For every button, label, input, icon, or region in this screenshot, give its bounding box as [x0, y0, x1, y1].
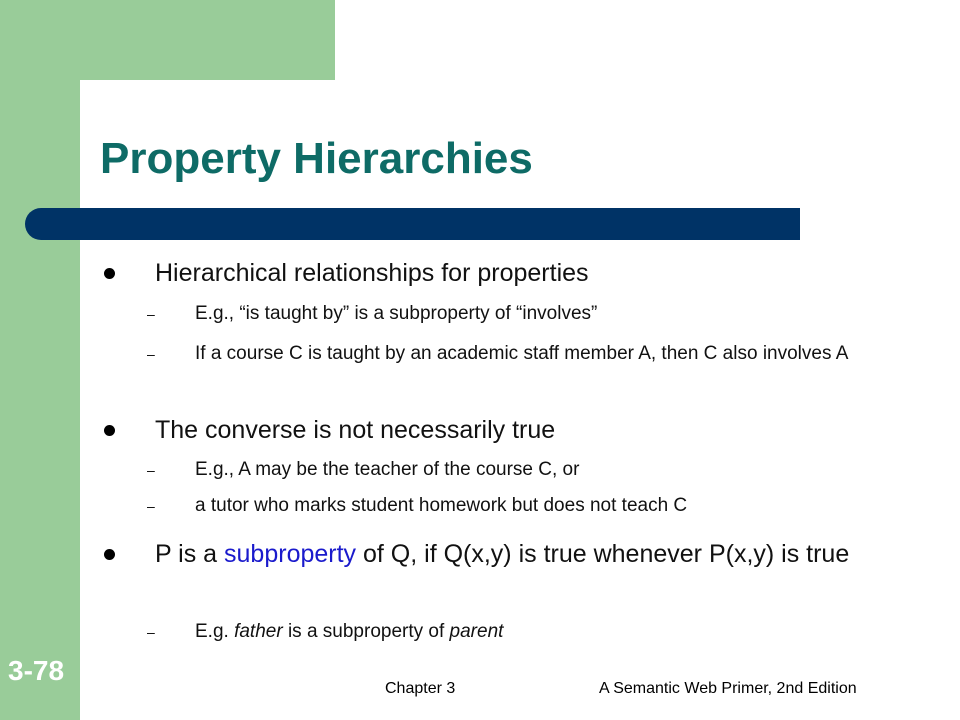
bullet-2-text: The converse is not necessarily true [155, 416, 556, 444]
sub-bullet-1-2 [147, 342, 895, 366]
dash-icon: – [147, 624, 155, 640]
slide-title: Property Hierarchies [100, 134, 533, 183]
sub-bullet-1-2-text: If a course C is taught by an academic staff member A, then C also involves A [195, 343, 849, 364]
sub-bullet-3-1-pre: E.g. [195, 621, 235, 642]
bullet-3-highlight: subproperty [224, 540, 357, 568]
sub-bullet-2-1-text: E.g., A may be the teacher of the course C, or [195, 459, 580, 480]
top-green-band [0, 0, 335, 80]
bullet-3-text-pre: P is a [155, 540, 225, 568]
sub-bullet-3-1 [147, 620, 895, 644]
bullet-1 [155, 256, 900, 290]
sub-bullet-2-2-text: a tutor who marks student homework but does not teach C [195, 495, 688, 516]
bullet-dot-icon [104, 425, 115, 436]
bullet-dot-icon [104, 268, 115, 279]
bullet-3-text-post: of Q, if Q(x,y) is true whenever P(x,y) is true [356, 540, 850, 568]
bullet-dot-icon [104, 549, 115, 560]
slide-number: 3-78 [8, 655, 65, 686]
footer-book-title: A Semantic Web Primer, 2nd Edition [599, 680, 857, 697]
bullet-1-text: Hierarchical relationships for properties [155, 259, 589, 287]
sub-bullet-3-1-em1: father [234, 621, 283, 642]
footer-chapter: Chapter 3 [385, 680, 456, 697]
sub-bullet-1-1-text: E.g., “is taught by” is a subproperty of “involves” [195, 303, 598, 324]
sub-bullet-2-1 [147, 458, 895, 482]
dash-icon: – [147, 346, 155, 362]
sub-bullet-3-1-mid: is a subproperty of [282, 621, 450, 642]
dash-icon: – [147, 498, 155, 514]
sub-bullet-2-2 [147, 494, 895, 518]
sub-bullet-1-1 [147, 302, 895, 326]
bullet-2 [155, 413, 900, 447]
title-underline-bar [25, 208, 800, 240]
dash-icon: – [147, 462, 155, 478]
sub-bullet-3-1-em2: parent [449, 621, 504, 642]
left-green-band [0, 0, 80, 720]
bullet-3 [155, 537, 900, 571]
dash-icon: – [147, 306, 155, 322]
